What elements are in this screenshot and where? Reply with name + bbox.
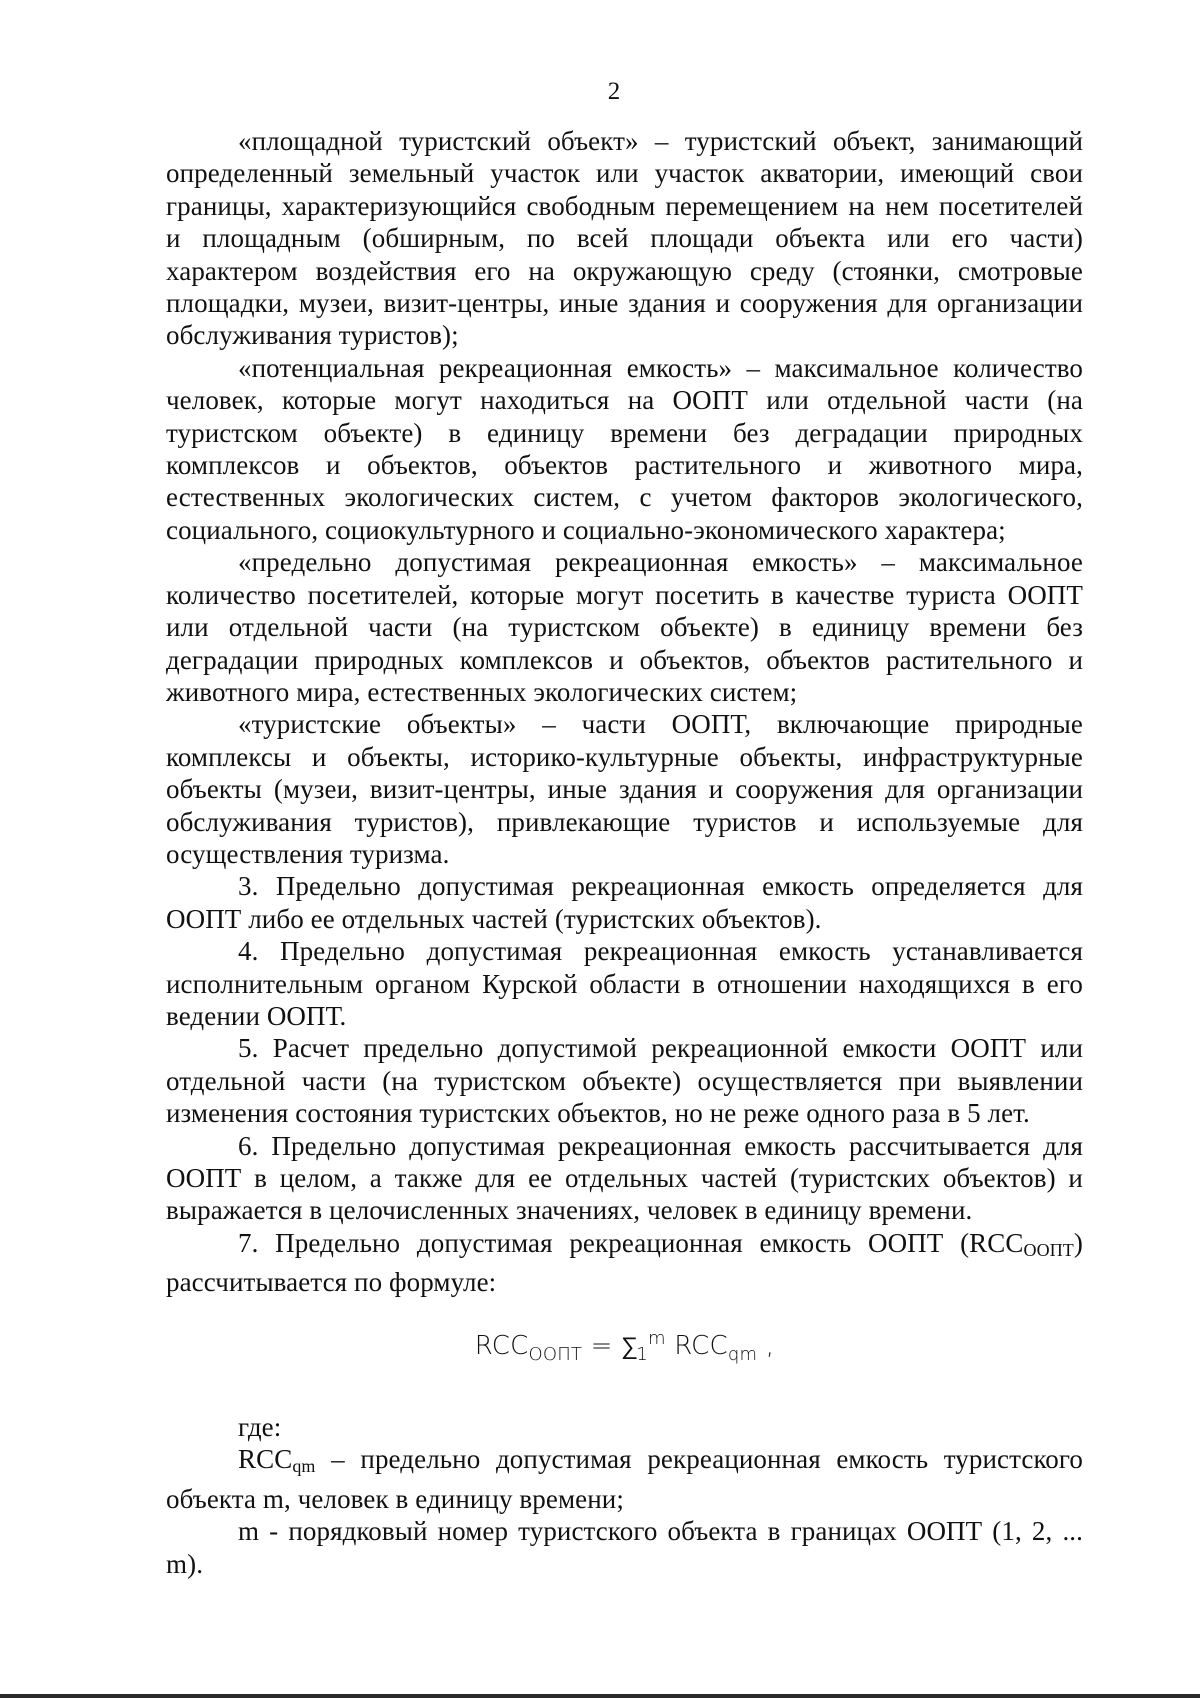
clause-3: 3. Предельно допустимая рекреационная емкость определяется для ООПТ либо ее отдельных частей (туристских объектов). <box>166 871 1083 934</box>
formula-lhs-subscript: ООПТ <box>528 1343 583 1365</box>
definition-potential-capacity: «потенциальная рекреационная емкость» – максимальное количество человек, которые могут находиться на ООПТ или отдельной части (на туристском объекте) в единицу времени без деградации природных комплексов и объектов, объектов растительного и животного мира, естественных экологических систем, с учетом факторов экологического, социального, социокультурного и социально-экономического характера; <box>166 352 1083 545</box>
where-item-rccqm-subscript: qm <box>292 1456 316 1477</box>
clause-6: 6. Предельно допустимая рекреационная емкость рассчитывается для ООПТ в целом, а также для ее отдельных частей (туристских объектов) и выражается в целочисленных значениях, человек в единицу времени. <box>166 1130 1083 1226</box>
formula-sum-symbol: ∑ <box>621 1331 639 1360</box>
capacity-formula <box>166 1323 1083 1371</box>
formula-sum-upper: m <box>648 1327 666 1349</box>
where-label: где: <box>238 1412 282 1443</box>
where-item-rccqm-text: – предельно допустимая рекреационная емкость туристского объекта m, человек в единицу времени; <box>166 1444 1083 1514</box>
where-item-rccqm-symbol: RCC <box>238 1444 293 1475</box>
formula-rhs-subscript: qm <box>727 1343 758 1365</box>
definition-tourist-objects: «туристские объекты» – части ООПТ, включающие природные комплексы и объекты, историко-культурные объекты, инфраструктурные объекты (музеи, визит-центры, иные здания и сооружения для организации обслуживания туристов), привлекающие туристов и используемые для осуществления туризма. <box>166 709 1083 869</box>
where-item-m: m - порядковый номер туристского объекта в границах ООПТ (1, 2, ... m). <box>166 1516 1083 1579</box>
formula-lhs: RCC <box>474 1330 529 1361</box>
definition-max-capacity: «предельно допустимая рекреационная емкость» – максимальное количество посетителей, которые могут посетить в качестве туриста ООПТ или отдельной части (на туристском объекте) в единицу времени без деградации природных комплексов и объектов, объектов растительного и животного мира, естественных экологических систем; <box>166 547 1083 707</box>
bottom-scan-edge <box>0 1694 1200 1698</box>
document-body <box>166 125 1083 1580</box>
where-item-rccqm <box>166 1443 1083 1515</box>
formula-rhs: RCC <box>665 1330 728 1361</box>
clause-5: 5. Расчет предельно допустимой рекреационной емкости ООПТ или отдельной части (на туристском объекте) осуществляется при выявлении изменения состояния туристских объектов, но не реже одного раза в 5 лет. <box>166 1033 1083 1129</box>
formula-sum-lower: 1 <box>636 1343 649 1365</box>
formula-equals: = <box>582 1330 622 1361</box>
clause-7-text-before: 7. Предельно допустимая рекреационная емкость ООПТ (RCC <box>238 1227 1024 1258</box>
definition-area-object: «площадной туристский объект» – туристский объект, занимающий определенный земельный участок или участок акватории, имеющий свои границы, характеризующийся свободным перемещением на нем посетителей и площадным (обширным, по всей площади объекта или его части) характером воздействия его на окружающую среду (стоянки, смотровые площадки, музеи, визит-центры, иные здания и сооружения для организации обслуживания туристов); <box>166 126 1083 351</box>
clause-7-text-after: ) рассчитывается по формуле: <box>166 1227 1083 1298</box>
page-number: 2 <box>607 78 621 105</box>
clause-7 <box>166 1227 1083 1299</box>
formula-tail: , <box>757 1330 775 1361</box>
clause-4: 4. Предельно допустимая рекреационная емкость устанавливается исполнительным органом Курской области в отношении находящихся в его ведении ООПТ. <box>166 936 1083 1031</box>
clause-7-subscript: ООПТ <box>1023 1239 1074 1260</box>
